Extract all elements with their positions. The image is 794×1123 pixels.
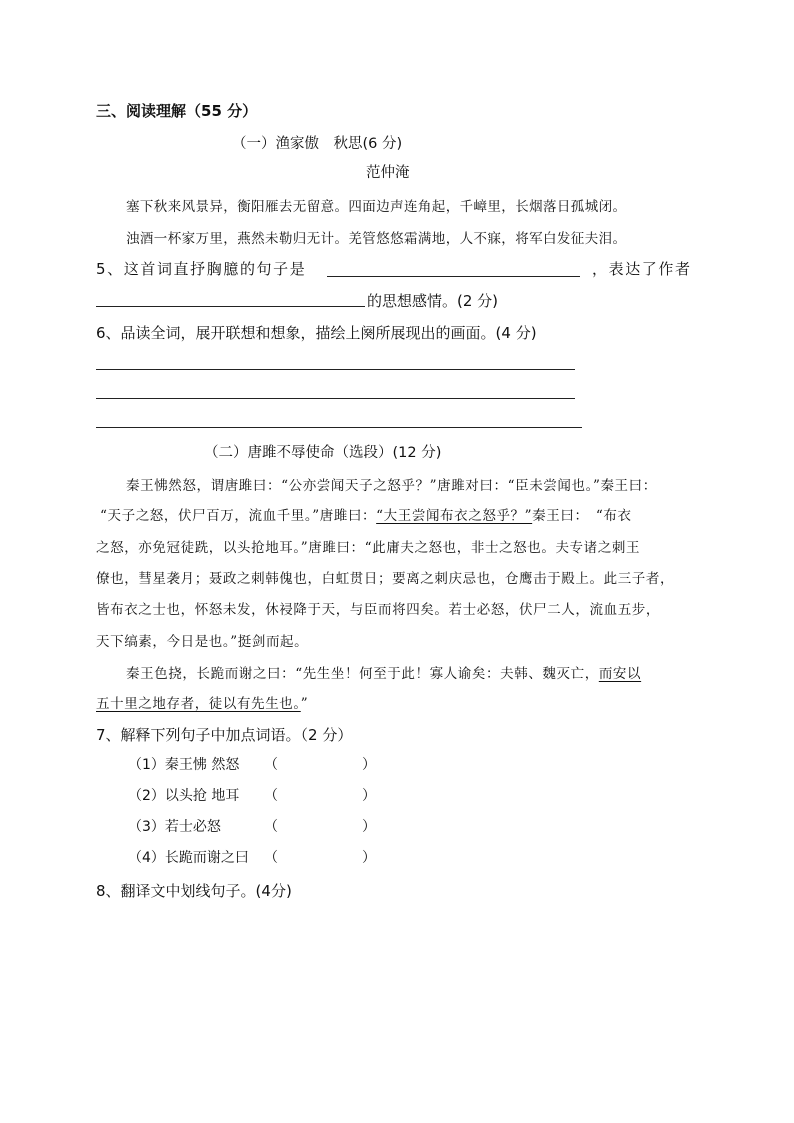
section-title: 三、阅读理解（55 分） [96,102,258,120]
q5-text-b: ，表达了作者 [592,260,692,278]
poem-line-1: 塞下秋来风景异，衡阳雁去无留意。四面边声连角起，千嶂里，长烟落日孤城闭。 [126,199,627,215]
q5-text-a: 5、这首词直抒胸臆的句子是 [96,260,307,278]
q6-text: 6、品读全词，展开联想和想象，描绘上阕所展现出的画面。(4 分) [96,324,537,342]
q7-item-4-answer[interactable]: （ ） [264,850,376,866]
passage-p1-line-4: 僚也，彗星袭月；聂政之刺韩傀也，白虹贯日；要离之刺庆忌也，仓鹰击于殿上。此三子者， [96,571,675,587]
q7-item-4-label: （4）长跪而谢之曰 [128,850,249,866]
passage-p1-line-6: 天下缟素，今日是也。”挺剑而起。 [96,634,309,650]
q7-item-1-answer[interactable]: （ ） [264,757,376,773]
q5-answer-line-1[interactable] [327,276,580,277]
part2-title: （二）唐雎不辱使命（选段）(12 分) [204,445,442,461]
q6-answer-line-1[interactable] [96,369,575,370]
poem-author: 范仲淹 [366,165,410,181]
q7-item-3-answer[interactable]: （ ） [264,819,376,835]
passage-p1-line-5: 皆布衣之士也，怀怒未发，休祲降于天，与臣而将四矣。若士必怒，伏尸二人，流血五步， [96,602,660,618]
q5-answer-line-2[interactable] [96,306,365,307]
q7-text: 7、解释下列句子中加点词语。（2 分） [96,726,353,744]
q7-item-2-label: （2）以头抢 地耳 [128,788,240,804]
passage-p1-line-3: 之怒，亦免冠徒跣，以头抢地耳。”唐雎曰：“此庸夫之怒也，非士之怒也。夫专诸之刺王 [96,540,641,556]
passage-p2-line-2: 五十里之地存者，徒以有先生也。” [96,696,309,712]
q7-item-1-label: （1）秦王怫 然怒 [128,757,240,773]
q5-text-c: 的思想感情。(2 分) [367,292,499,310]
q6-answer-line-2[interactable] [96,398,575,399]
passage-p1-line-1: 秦王怫然怒，谓唐雎曰：“公亦尝闻天子之怒乎？”唐雎对曰：“臣未尝闻也。”秦王曰： [126,478,657,494]
passage-p2-line-1: 秦王色挠，长跪而谢之曰：“先生坐！何至于此！寡人谕矣：夫韩、魏灭亡，而安以 [126,666,642,682]
q6-answer-line-3[interactable] [96,427,582,428]
underlined-sentence-2a: 而安以 [598,666,642,682]
underlined-sentence-2b: 五十里之地存者，徒以有先生也。 [96,696,301,712]
q7-item-2-answer[interactable]: （ ） [264,788,376,804]
q8-text: 8、翻译文中划线句子。(4分) [96,882,292,900]
poem-line-2: 浊酒一杯家万里，燕然未勒归无计。羌管悠悠霜满地，人不寐，将军白发征夫泪。 [126,231,627,247]
passage-p1-line-2: “天子之怒，伏尸百万，流血千里。”唐雎曰：“大王尝闻布衣之怒乎？”秦王曰： “布衣 [100,508,632,524]
underlined-sentence-1: “大王尝闻布衣之怒乎？” [376,508,533,524]
q7-item-3-label: （3）若士必怒 [128,819,221,835]
part1-title: （一）渔家傲 秋思(6 分) [232,136,403,152]
